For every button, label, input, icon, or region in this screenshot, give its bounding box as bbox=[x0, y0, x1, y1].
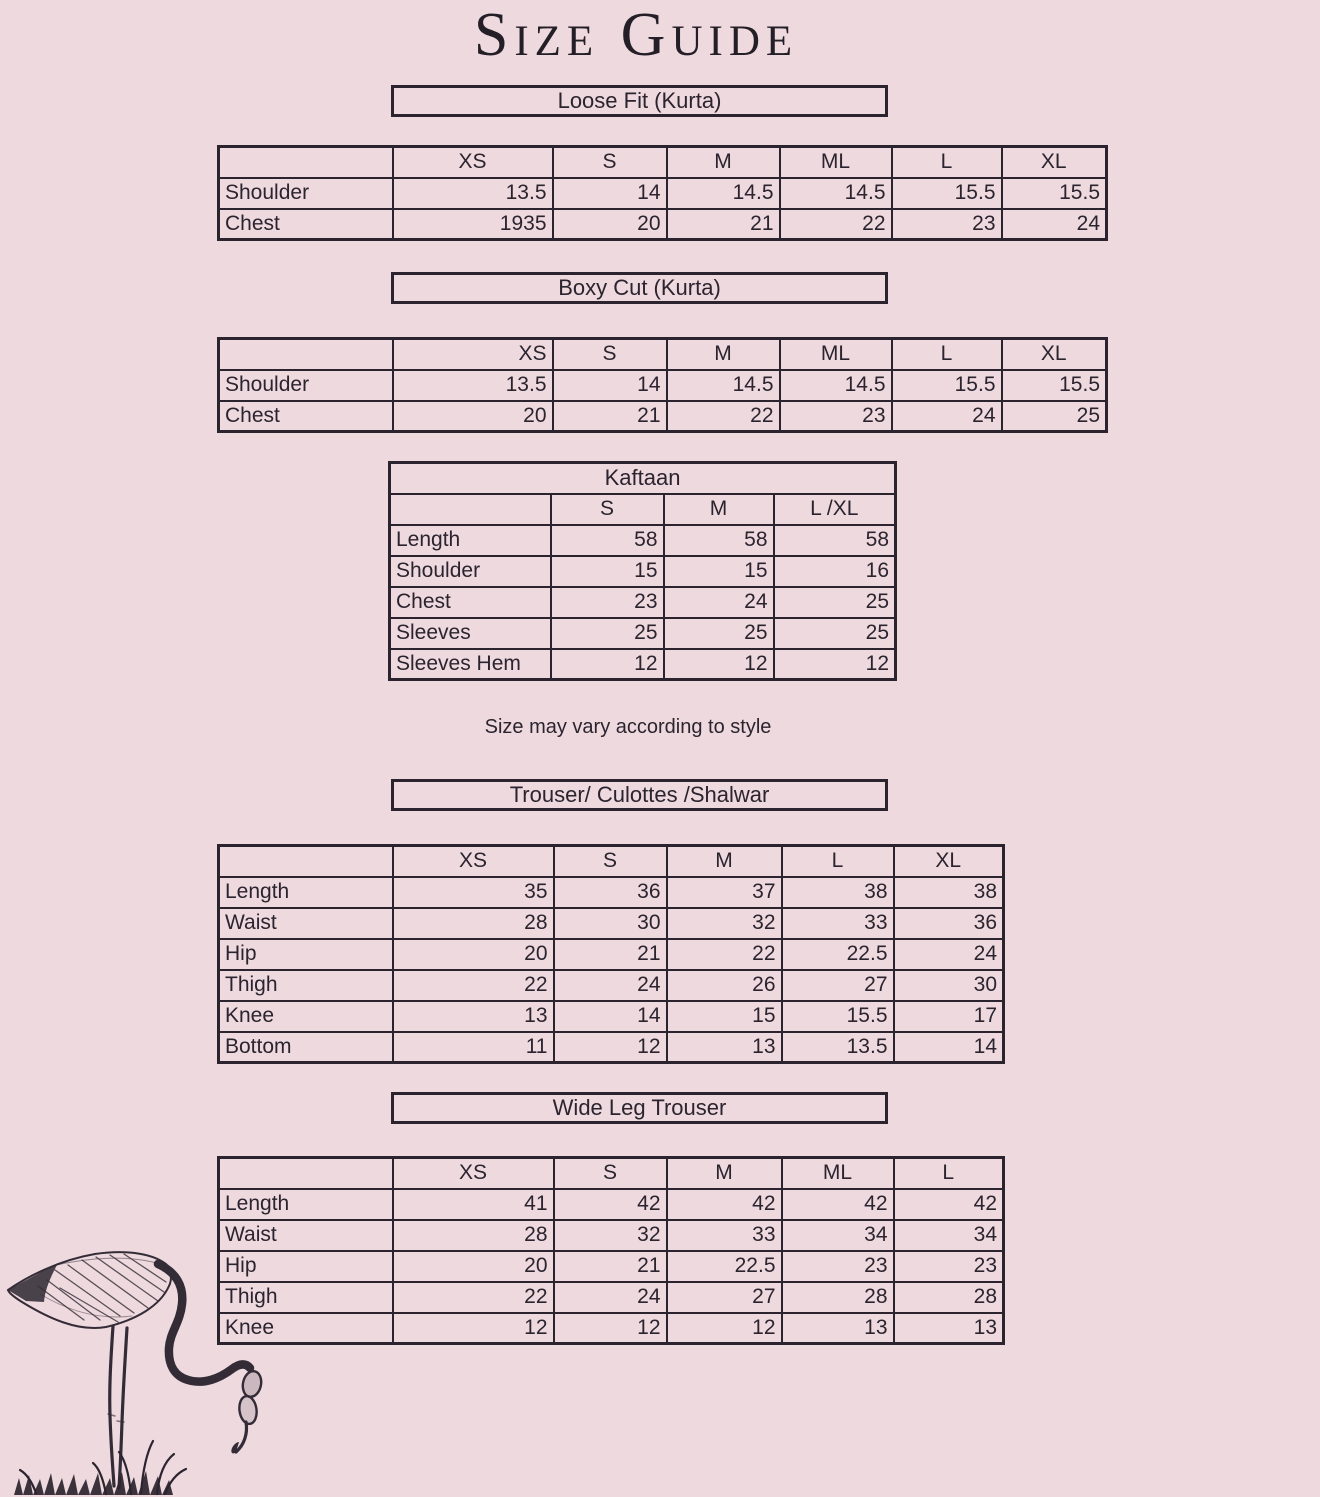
size-value: 24 bbox=[892, 401, 1002, 432]
row-label: Knee bbox=[219, 1001, 393, 1032]
table-row bbox=[219, 178, 1107, 209]
size-value: 24 bbox=[554, 970, 667, 1001]
size-value: 30 bbox=[894, 970, 1004, 1001]
page-title: Size Guide bbox=[473, 1, 799, 69]
row-label: Waist bbox=[219, 908, 393, 939]
size-value: 20 bbox=[393, 401, 553, 432]
corner-cell bbox=[219, 339, 393, 370]
size-value: 15.5 bbox=[892, 178, 1002, 209]
size-value: 12 bbox=[667, 1313, 782, 1344]
size-value: 38 bbox=[782, 877, 894, 908]
size-value: 14.5 bbox=[667, 370, 780, 401]
size-value: 25 bbox=[1002, 401, 1107, 432]
table-row bbox=[390, 649, 896, 680]
size-value: 24 bbox=[1002, 209, 1107, 240]
column-header: XL bbox=[1002, 147, 1107, 178]
size-value: 22 bbox=[667, 401, 780, 432]
size-value: 21 bbox=[554, 1251, 667, 1282]
size-value: 34 bbox=[782, 1220, 894, 1251]
loose-fit-table bbox=[217, 145, 1108, 241]
column-header: XS bbox=[393, 1158, 554, 1189]
row-label: Chest bbox=[219, 401, 393, 432]
column-header: ML bbox=[780, 339, 892, 370]
size-value: 11 bbox=[393, 1032, 554, 1063]
size-value: 58 bbox=[664, 525, 774, 556]
size-value: 28 bbox=[782, 1282, 894, 1313]
table-row bbox=[219, 1189, 1004, 1220]
table-header-row bbox=[219, 846, 1004, 877]
size-value: 28 bbox=[393, 908, 554, 939]
size-value: 24 bbox=[664, 587, 774, 618]
table-row bbox=[219, 1282, 1004, 1313]
size-value: 12 bbox=[554, 1032, 667, 1063]
size-value: 14 bbox=[553, 178, 667, 209]
column-header: XS bbox=[393, 147, 553, 178]
column-header: L bbox=[892, 147, 1002, 178]
row-label: Chest bbox=[390, 587, 551, 618]
table-header-row bbox=[390, 494, 896, 525]
table-row bbox=[219, 1220, 1004, 1251]
table-row bbox=[219, 1251, 1004, 1282]
column-header: XS bbox=[393, 846, 554, 877]
size-value: 13 bbox=[894, 1313, 1004, 1344]
size-value: 14.5 bbox=[780, 178, 892, 209]
row-label: Shoulder bbox=[390, 556, 551, 587]
column-header: M bbox=[667, 339, 780, 370]
row-label: Sleeves bbox=[390, 618, 551, 649]
size-value: 15.5 bbox=[782, 1001, 894, 1032]
row-label: Bottom bbox=[219, 1032, 393, 1063]
column-header: S bbox=[554, 846, 667, 877]
row-label: Thigh bbox=[219, 970, 393, 1001]
size-value: 16 bbox=[774, 556, 896, 587]
corner-cell bbox=[390, 494, 551, 525]
size-value: 23 bbox=[780, 401, 892, 432]
size-value: 13 bbox=[667, 1032, 782, 1063]
size-value: 35 bbox=[393, 877, 554, 908]
size-value: 58 bbox=[774, 525, 896, 556]
size-value: 23 bbox=[551, 587, 664, 618]
size-value: 21 bbox=[554, 939, 667, 970]
size-value: 14.5 bbox=[780, 370, 892, 401]
table-row bbox=[390, 618, 896, 649]
size-value: 38 bbox=[894, 877, 1004, 908]
size-value: 30 bbox=[554, 908, 667, 939]
size-value: 23 bbox=[894, 1251, 1004, 1282]
size-value: 1935 bbox=[393, 209, 553, 240]
size-value: 27 bbox=[667, 1282, 782, 1313]
size-value: 15 bbox=[664, 556, 774, 587]
table-title-row bbox=[390, 463, 896, 494]
column-header: M bbox=[667, 846, 782, 877]
size-value: 34 bbox=[894, 1220, 1004, 1251]
row-label: Length bbox=[219, 877, 393, 908]
size-value: 13 bbox=[393, 1001, 554, 1032]
size-value: 42 bbox=[554, 1189, 667, 1220]
column-header: M bbox=[667, 1158, 782, 1189]
table-row bbox=[219, 939, 1004, 970]
column-header: S bbox=[553, 147, 667, 178]
table-row bbox=[219, 877, 1004, 908]
size-value: 32 bbox=[554, 1220, 667, 1251]
column-header: XL bbox=[894, 846, 1004, 877]
column-header: ML bbox=[780, 147, 892, 178]
row-label: Shoulder bbox=[219, 178, 393, 209]
size-value: 23 bbox=[892, 209, 1002, 240]
size-value: 25 bbox=[774, 618, 896, 649]
table-row bbox=[219, 970, 1004, 1001]
column-header: ML bbox=[782, 1158, 894, 1189]
row-label: Length bbox=[390, 525, 551, 556]
corner-cell bbox=[219, 1158, 393, 1189]
table-row bbox=[219, 401, 1107, 432]
size-value: 20 bbox=[393, 1251, 554, 1282]
corner-cell bbox=[219, 147, 393, 178]
column-header: L bbox=[892, 339, 1002, 370]
column-header: M bbox=[667, 147, 780, 178]
row-label: Knee bbox=[219, 1313, 393, 1344]
table-header-row bbox=[219, 1158, 1004, 1189]
size-value: 33 bbox=[782, 908, 894, 939]
section-heading-wide-leg: Wide Leg Trouser bbox=[391, 1092, 888, 1124]
size-value: 13.5 bbox=[393, 370, 553, 401]
row-label: Length bbox=[219, 1189, 393, 1220]
column-header: XL bbox=[1002, 339, 1107, 370]
size-value: 14.5 bbox=[667, 178, 780, 209]
section-heading-trouser: Trouser/ Culottes /Shalwar bbox=[391, 779, 888, 811]
table-row bbox=[219, 1001, 1004, 1032]
row-label: Waist bbox=[219, 1220, 393, 1251]
wide-leg-table bbox=[217, 1156, 1005, 1345]
size-value: 24 bbox=[554, 1282, 667, 1313]
table-header-row bbox=[219, 339, 1107, 370]
size-value: 32 bbox=[667, 908, 782, 939]
table-row bbox=[390, 525, 896, 556]
table-header-row bbox=[219, 147, 1107, 178]
size-value: 13.5 bbox=[393, 178, 553, 209]
section-heading-boxy-cut: Boxy Cut (Kurta) bbox=[391, 272, 888, 304]
flamingo-sketch-icon bbox=[0, 1228, 290, 1497]
column-header: S bbox=[551, 494, 664, 525]
size-value: 26 bbox=[667, 970, 782, 1001]
size-value: 23 bbox=[782, 1251, 894, 1282]
size-value: 28 bbox=[894, 1282, 1004, 1313]
table-row bbox=[219, 1313, 1004, 1344]
size-value: 27 bbox=[782, 970, 894, 1001]
size-value: 22 bbox=[393, 1282, 554, 1313]
size-value: 13.5 bbox=[782, 1032, 894, 1063]
size-value: 25 bbox=[664, 618, 774, 649]
size-value: 17 bbox=[894, 1001, 1004, 1032]
size-value: 15.5 bbox=[892, 370, 1002, 401]
size-value: 36 bbox=[554, 877, 667, 908]
table-title: Kaftaan bbox=[390, 463, 896, 494]
row-label: Chest bbox=[219, 209, 393, 240]
size-value: 42 bbox=[894, 1189, 1004, 1220]
column-header: XS bbox=[393, 339, 553, 370]
size-value: 28 bbox=[393, 1220, 554, 1251]
trouser-table bbox=[217, 844, 1005, 1064]
row-label: Sleeves Hem bbox=[390, 649, 551, 680]
table-row bbox=[219, 209, 1107, 240]
size-value: 25 bbox=[551, 618, 664, 649]
size-value: 21 bbox=[667, 209, 780, 240]
row-label: Shoulder bbox=[219, 370, 393, 401]
size-value: 37 bbox=[667, 877, 782, 908]
row-label: Hip bbox=[219, 939, 393, 970]
size-value: 15.5 bbox=[1002, 370, 1107, 401]
table-row bbox=[219, 370, 1107, 401]
column-header: L bbox=[894, 1158, 1004, 1189]
size-value: 12 bbox=[393, 1313, 554, 1344]
size-value: 58 bbox=[551, 525, 664, 556]
table-row bbox=[219, 1032, 1004, 1063]
size-value: 36 bbox=[894, 908, 1004, 939]
size-value: 33 bbox=[667, 1220, 782, 1251]
size-value: 22.5 bbox=[782, 939, 894, 970]
size-value: 25 bbox=[774, 587, 896, 618]
table-row bbox=[219, 908, 1004, 939]
size-value: 21 bbox=[553, 401, 667, 432]
column-header: S bbox=[553, 339, 667, 370]
size-value: 15 bbox=[667, 1001, 782, 1032]
size-value: 42 bbox=[782, 1189, 894, 1220]
size-note: Size may vary according to style bbox=[484, 716, 772, 738]
row-label: Thigh bbox=[219, 1282, 393, 1313]
size-value: 20 bbox=[393, 939, 554, 970]
size-value: 22 bbox=[667, 939, 782, 970]
row-label: Hip bbox=[219, 1251, 393, 1282]
column-header: L bbox=[782, 846, 894, 877]
corner-cell bbox=[219, 846, 393, 877]
size-value: 14 bbox=[553, 370, 667, 401]
size-value: 14 bbox=[894, 1032, 1004, 1063]
size-value: 15 bbox=[551, 556, 664, 587]
table-row bbox=[390, 556, 896, 587]
size-value: 24 bbox=[894, 939, 1004, 970]
size-value: 14 bbox=[554, 1001, 667, 1032]
size-value: 13 bbox=[782, 1313, 894, 1344]
column-header: M bbox=[664, 494, 774, 525]
size-value: 42 bbox=[667, 1189, 782, 1220]
boxy-cut-table bbox=[217, 337, 1108, 433]
size-value: 15.5 bbox=[1002, 178, 1107, 209]
size-value: 22 bbox=[780, 209, 892, 240]
size-value: 12 bbox=[554, 1313, 667, 1344]
size-value: 22.5 bbox=[667, 1251, 782, 1282]
size-value: 20 bbox=[553, 209, 667, 240]
size-value: 41 bbox=[393, 1189, 554, 1220]
kaftaan-table bbox=[388, 461, 897, 681]
section-heading-loose-fit: Loose Fit (Kurta) bbox=[391, 85, 888, 117]
table-row bbox=[390, 587, 896, 618]
size-value: 22 bbox=[393, 970, 554, 1001]
column-header: S bbox=[554, 1158, 667, 1189]
size-value: 12 bbox=[551, 649, 664, 680]
column-header: L /XL bbox=[774, 494, 896, 525]
size-value: 12 bbox=[774, 649, 896, 680]
size-value: 12 bbox=[664, 649, 774, 680]
